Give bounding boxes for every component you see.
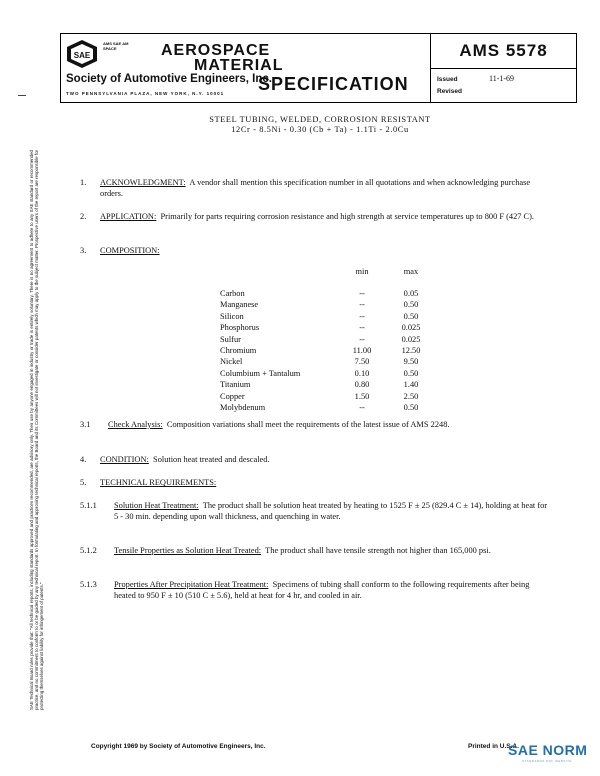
- section-3: [80, 245, 550, 256]
- society-address: TWO PENNSYLVANIA PLAZA, NEW YORK, N.Y. 10001: [66, 91, 225, 96]
- section-text: A vendor shall mention this specification number in all quotations and when acknowledging purchase orders.: [100, 178, 531, 198]
- section-heading: Tensile Properties as Solution Heat Treated:: [114, 546, 262, 555]
- section-2: [80, 211, 550, 222]
- logo-words: AMS SAE AM SPACE: [103, 41, 129, 51]
- section-number: 3.: [80, 246, 87, 255]
- element-min: 11.00: [352, 346, 372, 356]
- section-number: 5.1.2: [80, 546, 97, 555]
- composition-row: [220, 311, 436, 322]
- section-number: 5.1.1: [80, 501, 97, 510]
- composition-table: [220, 266, 436, 413]
- section-heading: Properties After Precipitation Heat Treatment:: [114, 580, 269, 589]
- element-max: 12.50: [401, 346, 421, 356]
- title-line-2: 12Cr - 8.5Ni - 0.30 (Cb + Ta) - 1.1Ti - 2.0Cu: [231, 125, 409, 134]
- element-min: --: [359, 300, 365, 310]
- section-5: [80, 477, 550, 488]
- element-name: Nickel: [220, 357, 243, 367]
- section-number: 5.1.3: [80, 580, 97, 589]
- composition-row: [220, 299, 436, 310]
- title-material: MATERIAL: [194, 57, 284, 74]
- composition-row: [220, 356, 436, 367]
- element-name: Sulfur: [220, 334, 241, 344]
- element-max: 0.025: [401, 323, 421, 333]
- section-heading: APPLICATION:: [100, 212, 157, 221]
- element-min: 1.50: [354, 391, 370, 401]
- element-name: Manganese: [220, 300, 259, 310]
- section-5-1-3: [80, 579, 550, 601]
- printed-notice: Printed in U.S.A.: [468, 743, 519, 750]
- section-4: [80, 454, 550, 465]
- watermark-logo: [508, 742, 588, 763]
- section-heading: Solution Heat Treatment:: [114, 501, 199, 510]
- copyright-notice: Copyright 1969 by Society of Automotive Engineers, Inc.: [91, 743, 266, 750]
- title-line-1: STEEL TUBING, WELDED, CORROSION RESISTANT: [209, 115, 431, 124]
- issued-label: Issued: [437, 76, 458, 83]
- composition-row: [220, 391, 436, 402]
- composition-row: [220, 368, 436, 379]
- section-heading: Check Analysis:: [108, 420, 163, 429]
- element-max: 0.05: [403, 289, 419, 298]
- section-text: Composition variations shall meet the requirements of the latest issue of AMS 2248.: [166, 420, 450, 429]
- element-max: 0.50: [403, 300, 419, 310]
- section-text: The product shall be solution heat treated by heating to 1525 F ± 25 (829.4 C ± 14), holding at heat for 5 - 30 min. depending upon wall thickness, and quenching in water.: [114, 501, 548, 521]
- element-min: --: [359, 403, 365, 413]
- composition-row: [220, 288, 436, 299]
- element-name: Chromium: [220, 346, 257, 356]
- title-aerospace: AEROSPACE: [161, 42, 271, 59]
- col-max-header: max: [403, 267, 419, 276]
- section-text: Solution heat treated and descaled.: [153, 455, 270, 464]
- col-min-header: min: [355, 267, 369, 276]
- element-max: 9.50: [403, 357, 419, 367]
- composition-row: [220, 379, 436, 390]
- header-title-block: [61, 34, 431, 102]
- society-name: Society of Automotive Engineers, Inc.: [66, 73, 272, 85]
- element-min: --: [359, 289, 365, 298]
- element-name: Silicon: [220, 311, 244, 321]
- document-title: [80, 115, 560, 135]
- section-heading: ACKNOWLEDGMENT:: [100, 178, 186, 187]
- margin-tick: [18, 95, 26, 96]
- element-min: 7.50: [354, 357, 370, 367]
- sae-logo-icon: [66, 39, 98, 69]
- element-max: 2.50: [403, 391, 419, 401]
- element-name: Columbium + Tantalum: [220, 368, 301, 378]
- section-number: 3.1: [80, 420, 91, 429]
- element-min: --: [359, 323, 365, 333]
- element-name: Copper: [220, 391, 245, 401]
- header-doc-block: [431, 34, 576, 102]
- section-number: 2.: [80, 212, 87, 221]
- element-min: --: [359, 311, 365, 321]
- doc-number: AMS 5578: [431, 34, 576, 69]
- header-box: [60, 33, 577, 103]
- watermark-text: SAE NORM: [508, 742, 588, 758]
- svg-text:SAE: SAE: [73, 51, 91, 60]
- composition-row: [220, 334, 436, 345]
- section-3-1: [80, 419, 550, 430]
- element-min: 0.10: [354, 368, 370, 378]
- element-max: 0.50: [403, 403, 419, 413]
- section-heading: COMPOSITION:: [100, 246, 160, 255]
- composition-header-row: [220, 266, 436, 288]
- disclaimer-text: SAE Technical Board rules provide that: "All technical reports, including standards approved and practices recommended, are advisory only. Their use by anyone engaged in industry or trade is entirely voluntary. There is no agreement to adhere to any SAE standard or recommended practice, and no commitment to conform to or be guided by any technical report. In formulating and approving technical reports, the Board and its Committees will not investigate or consider patents which may apply to the subject matter. Prospective users of the report are responsible for protecting themselves against liability for infringement of patents.": [29, 150, 45, 710]
- section-5-1-2: [80, 545, 550, 556]
- element-max: 0.025: [401, 334, 421, 344]
- section-number: 1.: [80, 178, 87, 187]
- element-name: Carbon: [220, 289, 245, 298]
- title-specification: SPECIFICATION: [258, 74, 409, 94]
- element-name: Molybdenum: [220, 403, 266, 413]
- composition-row: [220, 322, 436, 333]
- section-heading: TECHNICAL REQUIREMENTS:: [100, 478, 217, 487]
- composition-row: [220, 345, 436, 356]
- watermark-subtext: STANDARDS PDF WEBSITE: [522, 759, 572, 763]
- section-text: Primarily for parts requiring corrosion resistance and high strength at service temperatures up to 800 F (427 C).: [160, 212, 535, 221]
- element-max: 1.40: [403, 380, 419, 390]
- section-number: 4.: [80, 455, 87, 464]
- section-heading: CONDITION:: [100, 455, 149, 464]
- section-1: [80, 177, 550, 199]
- section-text: Specimens of tubing shall conform to the following requirements after being heated to 950 F ± 10 (510 C ± 5.6), held at heat for 4 hr, and cooled in air.: [114, 580, 530, 600]
- document-body: [80, 115, 560, 600]
- element-min: --: [359, 334, 365, 344]
- element-max: 0.50: [403, 368, 419, 378]
- composition-row: [220, 402, 436, 413]
- side-disclaimer: [27, 150, 47, 710]
- element-max: 0.50: [403, 311, 419, 321]
- section-5-1-1: [80, 500, 550, 522]
- section-number: 5.: [80, 478, 87, 487]
- section-text: The product shall have tensile strength not higher than 165,000 psi.: [265, 546, 491, 555]
- element-name: Phosphorus: [220, 323, 260, 333]
- revised-label: Revised: [437, 88, 462, 95]
- issued-date: 11-1-69: [489, 74, 515, 83]
- element-name: Titanium: [220, 380, 251, 390]
- element-min: 0.80: [354, 380, 370, 390]
